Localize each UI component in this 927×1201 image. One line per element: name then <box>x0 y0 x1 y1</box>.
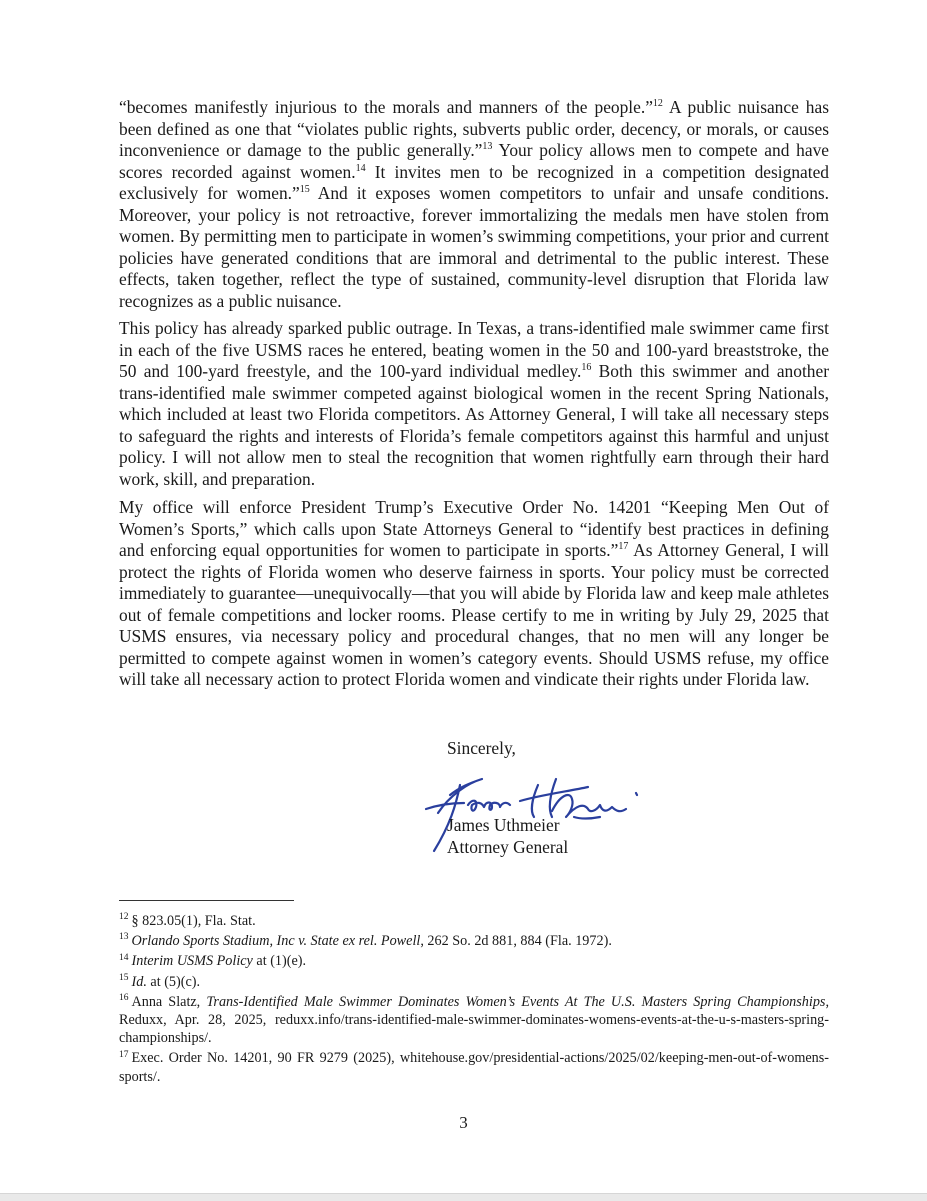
footnote-number: 12 <box>119 912 129 923</box>
closing-salutation: Sincerely, <box>447 738 516 758</box>
p1-text-3: Your policy allows men to compete and have scores recorded against women. <box>119 140 829 182</box>
p1-text-1: “becomes manifestly injurious to the morals and manners of the people.” <box>119 97 653 117</box>
footnote-id: Id. <box>131 973 147 990</box>
footnote-case-name: Orlando Sports Stadium, Inc v. State ex rel. Powell <box>131 933 421 950</box>
footnote-text: Exec. Order No. 14201, 90 FR 9279 (2025), whitehouse.gov/presidential-actions/2025/02/keeping-men-out-of-womens-sports/. <box>119 1050 829 1085</box>
footnote-number: 13 <box>119 932 129 943</box>
p3-text-1: My office will enforce President Trump’s Executive Order No. 14201 “Keeping Men Out of Women’s Sports,” which calls upon State Attorneys General to “identify best practices in defining and enforcing equal opportunities for women to participate in sports.” <box>119 497 829 560</box>
footnote-text: , Reduxx, Apr. 28, 2025, reduxx.info/trans-identified-male-swimmer-dominates-womens-events-at-the-u-s-masters-spring-championships/. <box>119 993 829 1047</box>
signatory-title: Attorney General <box>447 837 569 857</box>
footnote-author: Anna Slatz, <box>131 993 207 1010</box>
footnote-text: § 823.05(1), Fla. Stat. <box>131 913 256 929</box>
footnote-17 <box>119 1049 829 1085</box>
footnote-ref-13: 13 <box>482 141 493 153</box>
p1-text-4: It invites men to be recognized in a competition designated exclusively for women.” <box>119 161 829 203</box>
footnote-ref-14: 14 <box>355 162 366 174</box>
footnote-12 <box>119 912 829 930</box>
p2-text-2: Both this swimmer and another trans-identified male swimmer competed against biological women in the recent Spring Nationals, which included at least two Florida competitors. As Attorney General, I will take all necessary steps to safeguard the rights and interests of Florida’s female competitors against this harmful and unjust policy. I will not allow men to steal the recognition that women rightfully earn through their hard work, skill, and preparation. <box>119 361 829 489</box>
footnote-15 <box>119 973 829 991</box>
footnote-text: at (1)(e). <box>252 953 307 970</box>
footnote-ref-17: 17 <box>618 541 629 553</box>
p1-text-2: A public nuisance has been defined as one that “violates public rights, subverts public order, decency, or morals, or causes inconvenience or damage to the public generally.” <box>119 97 829 160</box>
footnote-text: at (5)(c). <box>146 973 201 990</box>
footnote-number: 15 <box>119 972 129 983</box>
footnote-ref-15: 15 <box>299 184 310 196</box>
footnote-ref-12: 12 <box>652 98 663 110</box>
signatory-name: James Uthmeier <box>447 815 560 835</box>
footnote-number: 14 <box>119 952 129 963</box>
footnote-14 <box>119 952 829 970</box>
paragraph-public-nuisance <box>119 97 829 312</box>
p1-text-5: And it exposes women competitors to unfair and unsafe conditions. Moreover, your policy is not retroactive, forever immortalizing the medals men have stolen from women. By permitting men to participate in women’s swimming competitions, your prior and current policies have generated conditions that are immoral and detrimental to the public interest. These effects, taken together, reflect the type of sustained, community-level disruption that Florida law recognizes as a public nuisance. <box>119 183 830 311</box>
footnotes <box>119 912 829 1088</box>
p2-text-1: This policy has already sparked public outrage. In Texas, a trans-identified male swimmer came first in each of the five USMS races he entered, beating women in the 50 and 100-yard breaststroke, the 50 and 100-yard freestyle, and the 100-yard individual medley. <box>119 318 829 381</box>
footnote-ref-16: 16 <box>581 362 592 374</box>
footnote-source-title: Interim USMS Policy <box>131 953 253 970</box>
p3-text-2: As Attorney General, I will protect the rights of Florida women who deserve fairness in sports. Your policy must be corrected immediately to guarantee—unequivocally—that you will abide by Florida law and keep male athletes out of female competitions and locker rooms. Please certify to me in writing by July 29, 2025 that USMS ensures, via necessary policy and procedural changes, that no men will any longer be permitted to compete against women in women’s category events. Should USMS refuse, my office will take all necessary action to protect Florida women and vindicate their rights under Florida law. <box>119 540 829 689</box>
footnote-13 <box>119 932 829 950</box>
page-number: 3 <box>459 1113 468 1132</box>
footnote-article-title: Trans-Identified Male Swimmer Dominates Women’s Events At The U.S. Masters Spring Championships <box>206 993 826 1010</box>
footnote-number: 17 <box>119 1049 129 1060</box>
paragraph-enforcement <box>119 497 829 691</box>
paragraph-public-outrage <box>119 318 829 490</box>
footnote-text: , 262 So. 2d 881, 884 (Fla. 1972). <box>420 933 612 950</box>
footnote-divider <box>119 900 294 901</box>
footnote-number: 16 <box>119 993 129 1004</box>
footnote-16 <box>119 993 829 1048</box>
